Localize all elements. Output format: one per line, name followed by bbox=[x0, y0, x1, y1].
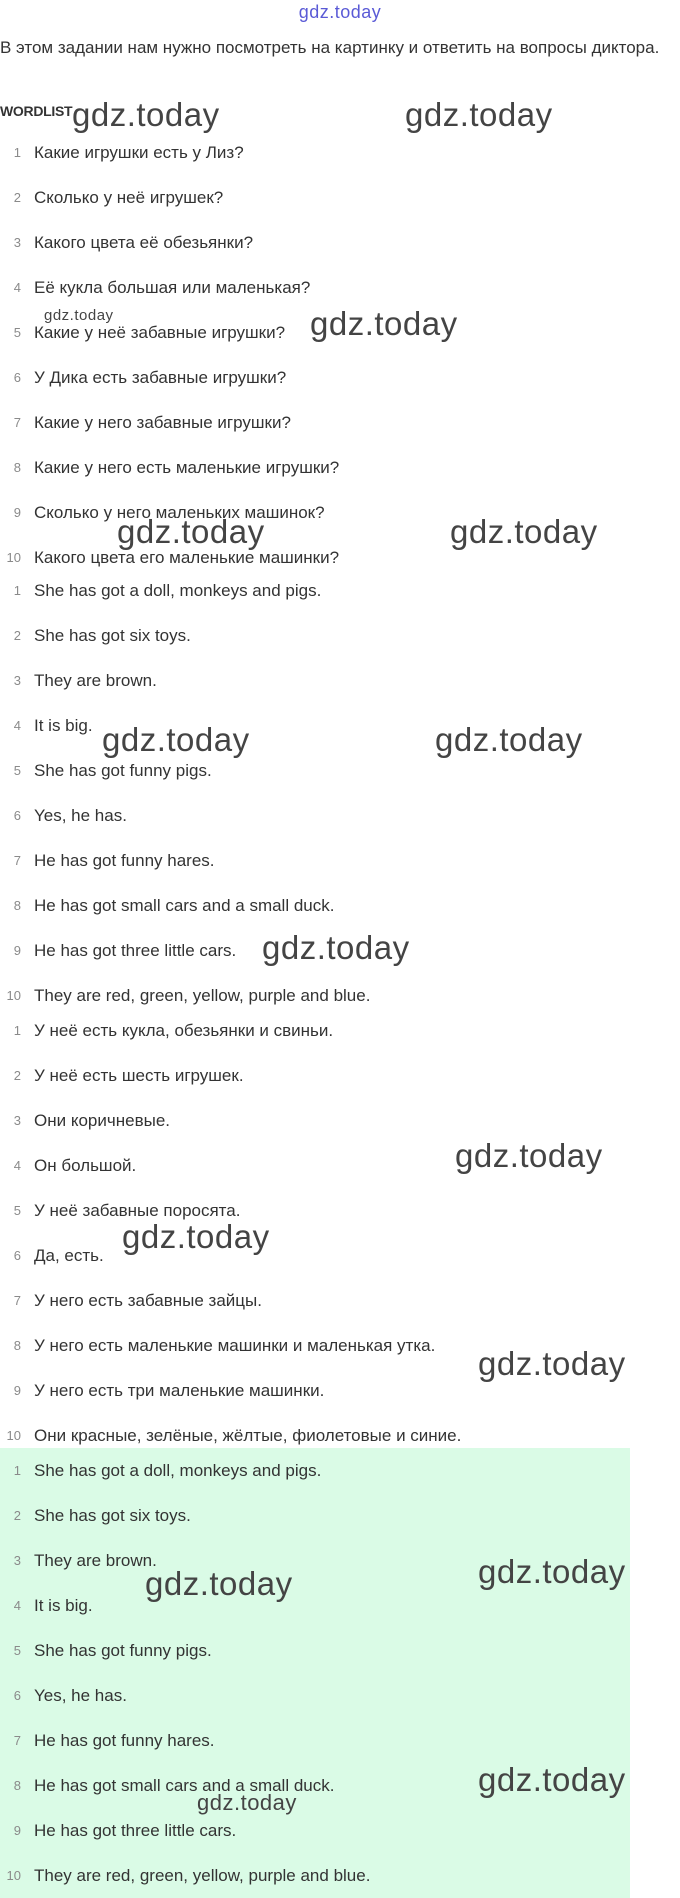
item-text: They are brown. bbox=[34, 670, 157, 690]
answers-highlighted-list bbox=[0, 1448, 630, 1898]
list-item bbox=[0, 1673, 630, 1718]
item-number: 6 bbox=[13, 808, 21, 823]
watermark: gdz.today bbox=[262, 929, 410, 966]
item-text: У него есть маленькие машинки и маленькая утка. bbox=[34, 1335, 436, 1355]
item-number: 5 bbox=[13, 325, 21, 340]
list-item bbox=[0, 1188, 630, 1233]
item-number: 6 bbox=[13, 370, 21, 385]
list-item bbox=[0, 445, 630, 490]
item-text: Какие игрушки есть у Лиз? bbox=[34, 142, 244, 162]
item-text: Какого цвета её обезьянки? bbox=[34, 232, 254, 252]
item-text: She has got a doll, monkeys and pigs. bbox=[34, 580, 322, 600]
item-number: 5 bbox=[13, 763, 21, 778]
task-intro: В этом задании нам нужно посмотреть на картинку и ответить на вопросы диктора. bbox=[0, 38, 660, 57]
watermark: gdz.today bbox=[435, 721, 583, 758]
item-text: Они коричневые. bbox=[34, 1110, 170, 1130]
watermark: gdz.today bbox=[478, 1761, 626, 1798]
item-text: They are brown. bbox=[34, 1550, 157, 1570]
item-number: 2 bbox=[13, 190, 21, 205]
item-number: 7 bbox=[13, 1733, 21, 1748]
item-number: 8 bbox=[13, 460, 21, 475]
list-item bbox=[0, 130, 630, 175]
list-item bbox=[0, 1853, 630, 1898]
answers-en-list bbox=[0, 568, 630, 1018]
item-number: 10 bbox=[6, 550, 21, 565]
item-text: У него есть забавные зайцы. bbox=[34, 1290, 262, 1310]
item-number: 4 bbox=[13, 280, 21, 295]
list-item bbox=[0, 1143, 630, 1188]
list-item bbox=[0, 1583, 630, 1628]
list-item bbox=[0, 490, 630, 535]
list-item bbox=[0, 1448, 630, 1493]
item-text: У неё забавные поросята. bbox=[34, 1200, 241, 1220]
item-text: She has got funny pigs. bbox=[34, 1640, 212, 1660]
item-number: 10 bbox=[6, 988, 21, 1003]
list-item bbox=[0, 838, 630, 883]
list-item bbox=[0, 1718, 630, 1763]
list-item bbox=[0, 703, 630, 748]
list-item bbox=[0, 1233, 630, 1278]
watermark: gdz.today bbox=[102, 721, 250, 758]
item-number: 3 bbox=[13, 1553, 21, 1568]
item-number: 6 bbox=[13, 1248, 21, 1263]
list-item bbox=[0, 1628, 630, 1673]
answers-ru-list bbox=[0, 1008, 630, 1458]
item-number: 7 bbox=[13, 853, 21, 868]
watermark: gdz.today bbox=[478, 1345, 626, 1382]
list-item bbox=[0, 175, 630, 220]
list-item bbox=[0, 1008, 630, 1053]
item-text: She has got six toys. bbox=[34, 625, 191, 645]
item-number: 3 bbox=[13, 235, 21, 250]
item-number: 7 bbox=[13, 415, 21, 430]
item-number: 1 bbox=[13, 1463, 21, 1478]
item-number: 8 bbox=[13, 898, 21, 913]
item-number: 9 bbox=[13, 943, 21, 958]
item-text: Её кукла большая или маленькая? bbox=[34, 277, 311, 297]
list-item bbox=[0, 1098, 630, 1143]
watermark: gdz.today bbox=[122, 1218, 270, 1255]
watermark: gdz.today bbox=[478, 1553, 626, 1590]
item-number: 9 bbox=[13, 1383, 21, 1398]
item-number: 1 bbox=[13, 583, 21, 598]
item-text: Да, есть. bbox=[34, 1245, 104, 1265]
item-text: He has got small cars and a small duck. bbox=[34, 1775, 335, 1795]
item-number: 8 bbox=[13, 1338, 21, 1353]
item-text: She has got six toys. bbox=[34, 1505, 191, 1525]
item-text: He has got small cars and a small duck. bbox=[34, 895, 335, 915]
item-text: He has got three little cars. bbox=[34, 940, 237, 960]
item-text: Он большой. bbox=[34, 1155, 137, 1175]
item-number: 8 bbox=[13, 1778, 21, 1793]
list-item bbox=[0, 220, 630, 265]
item-text: Yes, he has. bbox=[34, 1685, 127, 1705]
item-number: 7 bbox=[13, 1293, 21, 1308]
item-text: He has got funny hares. bbox=[34, 1730, 215, 1750]
item-text: He has got three little cars. bbox=[34, 1820, 237, 1840]
item-text: He has got funny hares. bbox=[34, 850, 215, 870]
watermark: gdz.today bbox=[145, 1565, 293, 1602]
list-item bbox=[0, 1278, 630, 1323]
item-text: У неё есть кукла, обезьянки и свиньи. bbox=[34, 1020, 334, 1040]
item-text: Какого цвета его маленькие машинки? bbox=[34, 547, 340, 567]
item-text: У Дика есть забавные игрушки? bbox=[34, 367, 287, 387]
list-item bbox=[0, 1493, 630, 1538]
item-text: They are red, green, yellow, purple and blue. bbox=[34, 985, 371, 1005]
list-item bbox=[0, 1323, 630, 1368]
item-text: They are red, green, yellow, purple and blue. bbox=[34, 1865, 371, 1885]
item-text: She has got funny pigs. bbox=[34, 760, 212, 780]
list-item bbox=[0, 310, 630, 355]
item-number: 4 bbox=[13, 1158, 21, 1173]
item-number: 5 bbox=[13, 1203, 21, 1218]
item-number: 3 bbox=[13, 673, 21, 688]
item-number: 3 bbox=[13, 1113, 21, 1128]
watermark: gdz.today bbox=[455, 1137, 603, 1174]
wordlist-label: WORDLIST bbox=[0, 103, 73, 119]
item-number: 2 bbox=[13, 628, 21, 643]
item-number: 4 bbox=[13, 1598, 21, 1613]
item-number: 1 bbox=[13, 1023, 21, 1038]
list-item bbox=[0, 748, 630, 793]
list-item bbox=[0, 568, 630, 613]
watermark: gdz.today bbox=[72, 96, 220, 133]
list-item bbox=[0, 1053, 630, 1098]
list-item bbox=[0, 1763, 630, 1808]
item-number: 6 bbox=[13, 1688, 21, 1703]
item-text: It is big. bbox=[34, 715, 93, 735]
item-text: У неё есть шесть игрушек. bbox=[34, 1065, 244, 1085]
item-number: 5 bbox=[13, 1643, 21, 1658]
list-item bbox=[0, 928, 630, 973]
item-text: Какие у него есть маленькие игрушки? bbox=[34, 457, 340, 477]
list-item bbox=[0, 793, 630, 838]
item-text: It is big. bbox=[34, 1595, 93, 1615]
list-item bbox=[0, 613, 630, 658]
site-logo[interactable]: gdz.today bbox=[298, 2, 382, 22]
item-number: 9 bbox=[13, 505, 21, 520]
watermark: gdz.today bbox=[310, 305, 458, 342]
item-text: Сколько у неё игрушек? bbox=[34, 187, 224, 207]
item-text: Они красные, зелёные, жёлтые, фиолетовые и синие. bbox=[34, 1425, 462, 1445]
item-text: Yes, he has. bbox=[34, 805, 127, 825]
list-item bbox=[0, 1808, 630, 1853]
item-text: Какие у него забавные игрушки? bbox=[34, 412, 291, 432]
item-text: She has got a doll, monkeys and pigs. bbox=[34, 1460, 322, 1480]
list-item bbox=[0, 1538, 630, 1583]
item-number: 2 bbox=[13, 1068, 21, 1083]
watermark: gdz.today bbox=[197, 1790, 297, 1815]
item-number: 1 bbox=[13, 145, 21, 160]
item-number: 10 bbox=[6, 1868, 21, 1883]
item-number: 4 bbox=[13, 718, 21, 733]
item-text: У него есть три маленькие машинки. bbox=[34, 1380, 325, 1400]
watermark: gdz.today bbox=[450, 513, 598, 550]
list-item bbox=[0, 265, 630, 310]
watermark: gdz.today bbox=[117, 513, 265, 550]
list-item bbox=[0, 400, 630, 445]
item-number: 9 bbox=[13, 1823, 21, 1838]
list-item bbox=[0, 658, 630, 703]
watermark: gdz.today bbox=[405, 96, 553, 133]
item-text: Какие у неё забавные игрушки? bbox=[34, 322, 286, 342]
item-number: 10 bbox=[6, 1428, 21, 1443]
list-item bbox=[0, 355, 630, 400]
item-text: Сколько у него маленьких машинок? bbox=[34, 502, 325, 522]
list-item bbox=[0, 1368, 630, 1413]
watermark: gdz.today bbox=[44, 307, 114, 324]
item-number: 2 bbox=[13, 1508, 21, 1523]
list-item bbox=[0, 883, 630, 928]
questions-list bbox=[0, 130, 630, 580]
